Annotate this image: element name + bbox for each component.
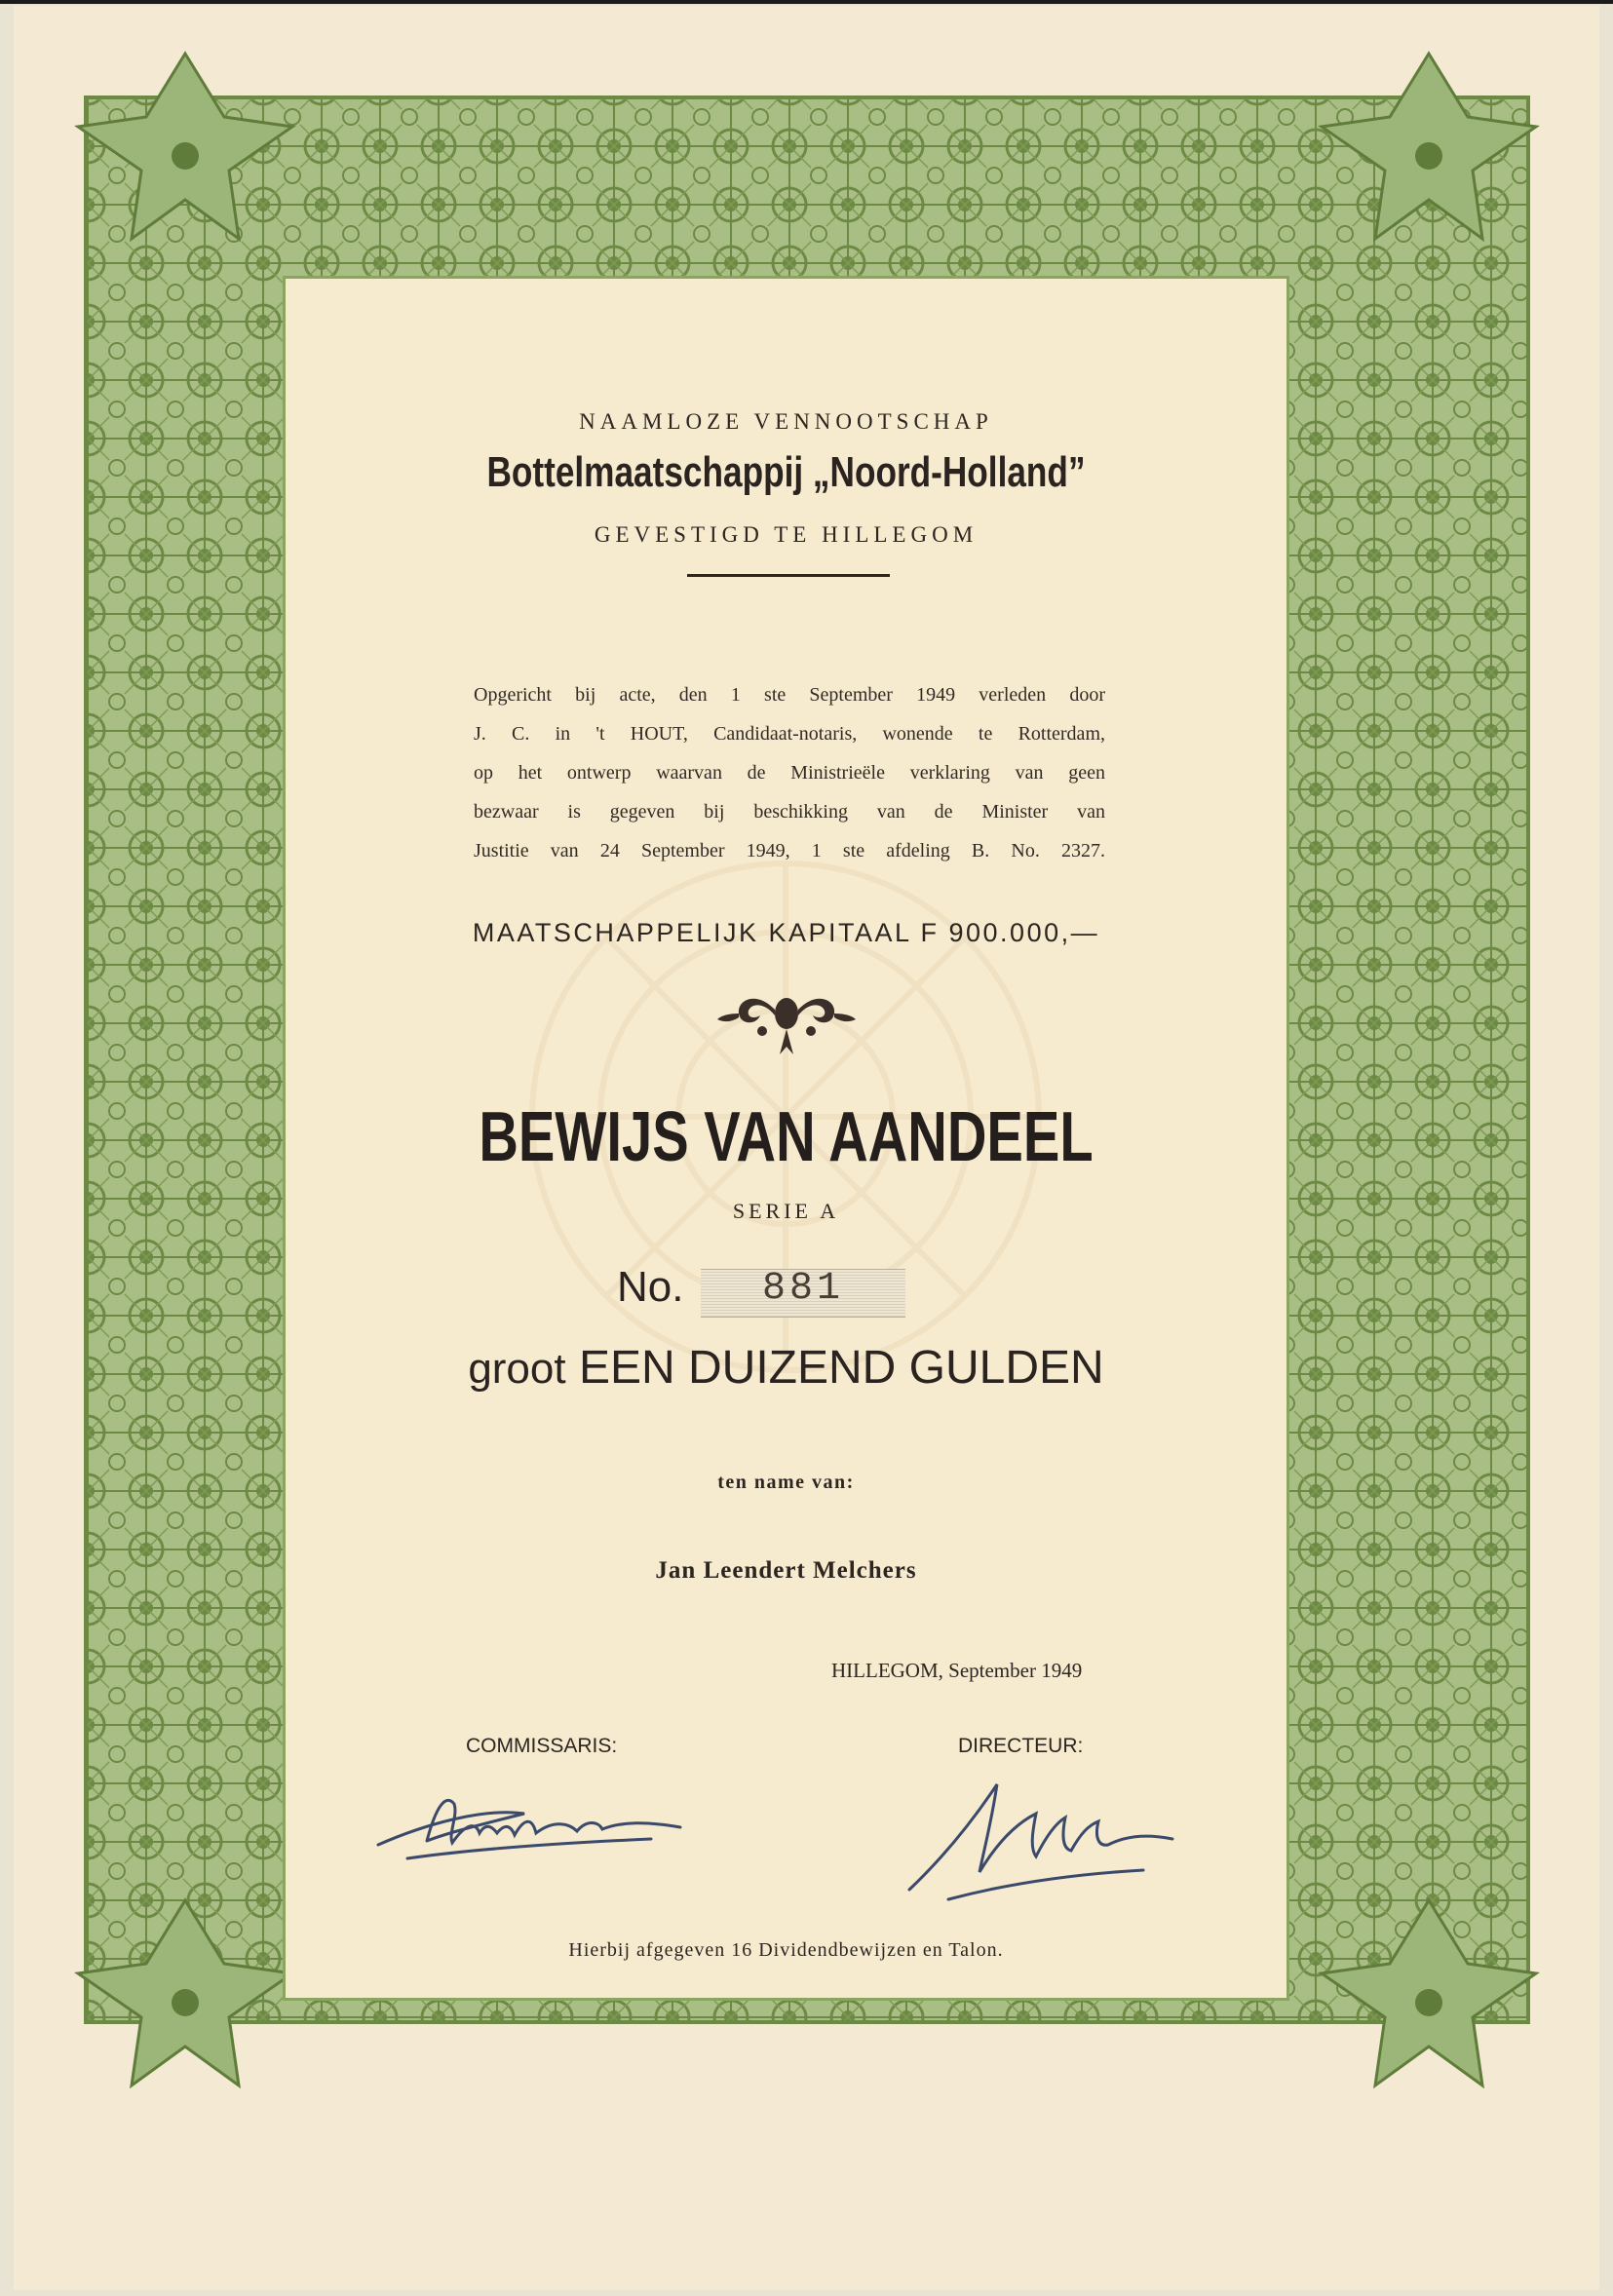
certificate-panel [286,279,1287,1998]
holder-label: ten name van: [717,1472,855,1493]
founding-line-2: J. C. in 't HOUT, Candidaat-notaris, wonende te Rotterdam, [474,723,1105,745]
founding-line-3: op het ontwerp waarvan de Ministrieële verklaring van geen [474,762,1105,784]
share-series: SERIE A [732,1199,840,1223]
company-type: NAAMLOZE VENNOOTSCHAP [579,409,993,434]
share-capital: MAATSCHAPPELIJK KAPITAAL F 900.000,— [472,918,1100,947]
place-date: HILLEGOM, September 1949 [831,1659,1083,1682]
holder-name: Jan Leendert Melchers [655,1557,917,1584]
amount-text: EEN DUIZEND GULDEN [578,1342,1104,1394]
directeur-signature [890,1755,1182,1901]
company-name: Bottelmaatschappij „Noord-Holland” [486,448,1086,496]
company-seat: GEVESTIGD TE HILLEGOM [594,522,979,547]
number-value: 881 [761,1267,844,1311]
commissaris-label: COMMISSARIS: [466,1735,618,1757]
founding-line-4: bezwaar is gegeven bij beschikking van de Minister van [474,801,1105,823]
title-rule [687,574,890,577]
fleuron-ornament [717,980,856,1056]
directeur-label: DIRECTEUR: [958,1735,1084,1757]
footer-note: Hierbij afgegeven 16 Dividendbewijzen en Talon. [568,1939,1004,1961]
founding-line-1: Opgericht bij acte, den 1 ste September 1949 verleden door [474,684,1105,706]
amount-prefix: groot [468,1345,566,1393]
certificate-title: BEWIJS VAN AANDEEL [479,1098,1094,1176]
nominal-amount [286,1341,1287,1395]
number-label: No. [617,1263,684,1311]
commissaris-signature [368,1765,690,1872]
founding-line-5: Justitie van 24 September 1949, 1 ste afdeling B. No. 2327. [474,840,1105,861]
